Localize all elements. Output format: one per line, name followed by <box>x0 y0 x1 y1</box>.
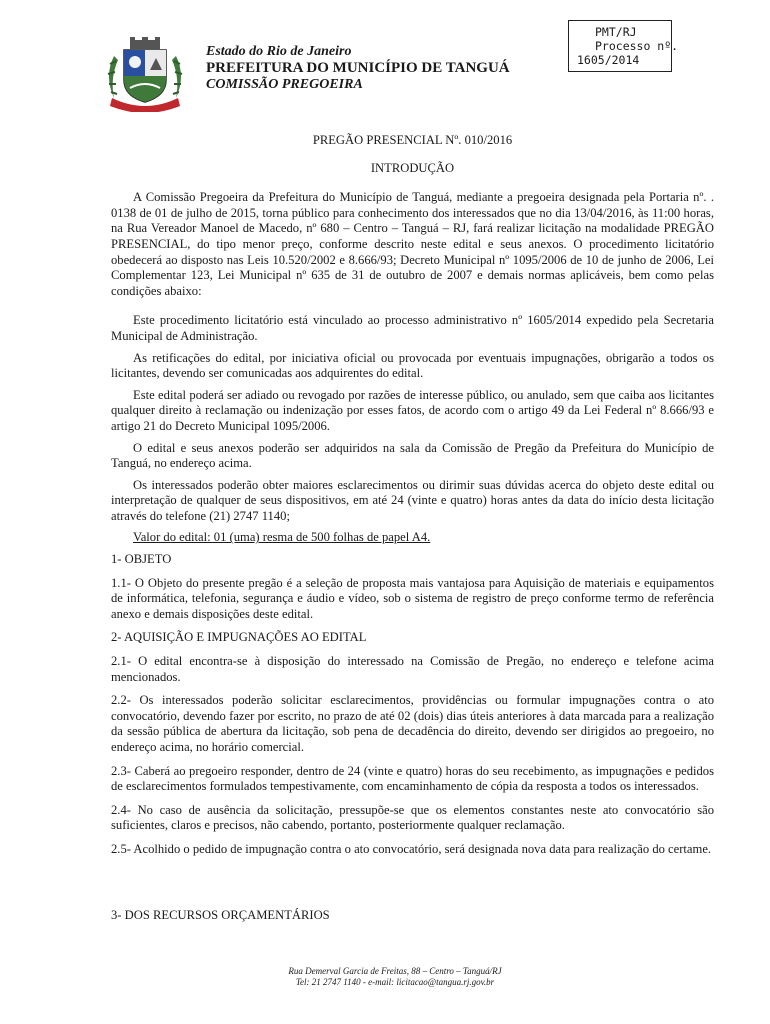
paragraph-clarifications: Os interessados poderão obter maiores esclarecimentos ou dirimir suas dúvidas acerca do objeto deste edital ou interpretação de qualquer de seus dispositivos, em até 24 (vinte e quatro) horas antes da data do início desta licitação através do telefone (21) 2747 1140; <box>111 477 714 523</box>
paragraph-revocation: Este edital poderá ser adiado ou revogado por razões de interesse público, ou anulado, sem que caiba aos licitantes qualquer direito à reclamação ou indenização por esses fatos, de acordo com o artigo 49 da Lei Federal nº 8.666/93 e artigo 21 do Decreto Municipal 1095/2006. <box>111 387 714 433</box>
paragraph-rectifications: As retificações do edital, por iniciativa oficial ou provocada por eventuais impugnações, obrigarão a todos os licitantes, devendo ser comunicadas aos adquirentes do edital. <box>111 350 714 381</box>
letterhead <box>206 44 556 93</box>
item-2-3: 2.3- Caberá ao pregoeiro responder, dentro de 24 (vinte e quatro) horas do seu recebimento, as impugnações e pedidos de esclarecimentos formulados tempestivamente, com encaminhamento de cópia da resposta a todos os interessados. <box>111 763 714 794</box>
commission-name: COMISSÃO PREGOEIRA <box>206 77 363 92</box>
paragraph-intro: A Comissão Pregoeira da Prefeitura do Município de Tanguá, mediante a pregoeira designada pela Portaria nº. . 0138 de 01 de julho de 2015, torna público para conhecimento dos interessados que no dia 13/04/2016, às 11:00 horas, na Rua Vereador Manoel de Macedo, nº 680 – Centro – Tanguá – RJ, fará realizar licitação na modalidade PREGÃO PRESENCIAL, do tipo menor preço, conforme descrito neste edital e seus anexos. O procedimento licitatório obedecerá ao disposto nas Leis 10.520/2002 e 8.666/93; Decreto Municipal nº 1095/2006 de 10 de junho de 2006, Lei Complementar 123, Lei Municipal nº 635 de 31 de outubro de 2007 e demais normas aplicáveis, bem como pelas condições abaixo: <box>111 190 714 298</box>
intro-heading: INTRODUÇÃO <box>370 160 455 175</box>
page-footer <box>0 966 770 988</box>
item-2-5: 2.5- Acolhido o pedido de impugnação contra o ato convocatório, será designada nova data para realização do certame. <box>111 841 712 856</box>
section-1-heading: 1- OBJETO <box>111 552 172 567</box>
item-1-1: 1.1- O Objeto do presente pregão é a seleção de proposta mais vantajosa para Aquisição de materiais e equipamentos de informática, telefonia, segurança e áudio e vídeo, sob o sistema de registro de preço conforme termo de referência anexo e demais disposições deste edital. <box>111 575 714 621</box>
footer-address: Rua Demerval Garcia de Freitas, 88 – Centro – Tanguá/RJ <box>288 966 502 976</box>
stamp-line-2: Processo nº. <box>595 39 679 53</box>
item-2-4: 2.4- No caso de ausência da solicitação, pressupõe-se que os elementos constantes neste ato convocatório são suficientes, claros e precisos, não cabendo, portanto, posteriormente qualquer reclamação. <box>111 802 714 833</box>
edital-value: Valor do edital: 01 (uma) resma de 500 folhas de papel A4. <box>133 530 431 545</box>
item-2-1: 2.1- O edital encontra-se à disposição do interessado na Comissão de Pregão, no endereço e telefone acima mencionados. <box>111 654 714 684</box>
footer-contact: Tel: 21 2747 1140 - e-mail: licitacao@tangua.rj.gov.br <box>295 977 495 987</box>
section-3-heading: 3- DOS RECURSOS ORÇAMENTÁRIOS <box>111 908 330 922</box>
process-stamp <box>568 20 679 72</box>
paragraph-acquisition: O edital e seus anexos poderão ser adquiridos na sala da Comissão de Pregão da Prefeitura do Município de Tanguá, no endereço acima. <box>111 440 714 471</box>
item-2-2: 2.2- Os interessados poderão solicitar esclarecimentos, providências ou formular impugnações contra o ato convocatório, devendo fazer por escrito, no prazo de até 02 (dois) dias úteis anteriores à data marcada para a realização da sessão pública de abertura da licitação, sob pena de decadência do direito, devendo ser dirigidos ao pregoeiro, no endereço acima, no horário comercial. <box>111 693 714 754</box>
stamp-line-1: PMT/RJ <box>595 25 637 39</box>
document-body <box>111 133 714 858</box>
stamp-line-3: 1605/2014 <box>577 53 640 67</box>
section-2-heading: 2- AQUISIÇÃO E IMPUGNAÇÕES AO EDITAL <box>111 630 367 645</box>
municipal-coat-of-arms-icon <box>100 36 190 112</box>
document-title: PREGÃO PRESENCIAL Nº. 010/2016 <box>312 133 513 147</box>
prefecture-name: PREFEITURA DO MUNICÍPIO DE TANGUÁ <box>206 60 510 76</box>
state-name: Estado do Rio de Janeiro <box>206 44 352 59</box>
paragraph-process: Este procedimento licitatório está vinculado ao processo administrativo nº 1605/2014 expedido pela Secretaria Municipal de Administração. <box>111 313 714 343</box>
